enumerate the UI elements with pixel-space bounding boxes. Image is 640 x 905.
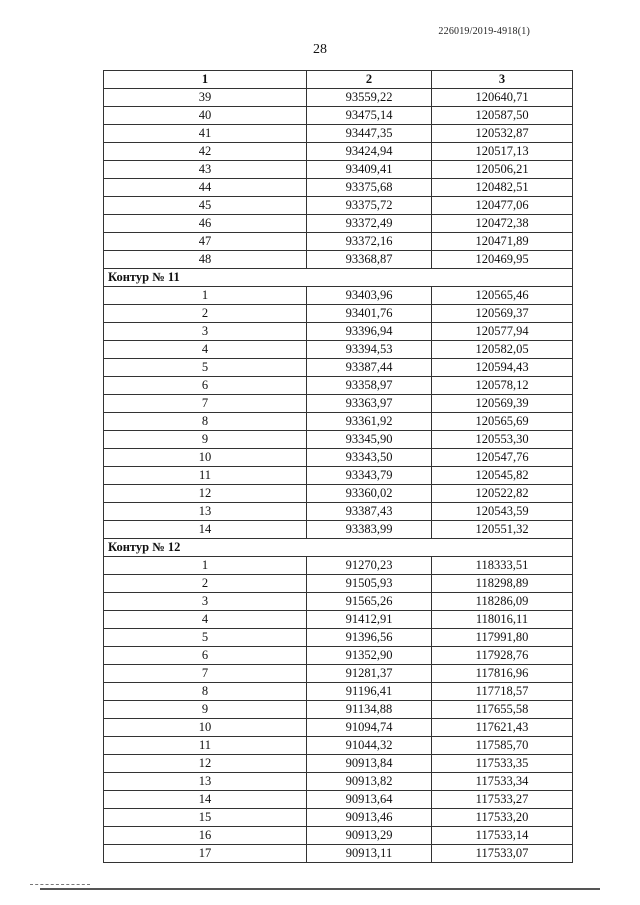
section-row bbox=[104, 539, 573, 557]
y-coordinate-cell: 120569,39 bbox=[432, 395, 573, 413]
x-coordinate-cell: 93475,14 bbox=[307, 107, 432, 125]
table-row bbox=[104, 125, 573, 143]
y-coordinate-cell: 120469,95 bbox=[432, 251, 573, 269]
table-row bbox=[104, 431, 573, 449]
table-row bbox=[104, 611, 573, 629]
table-row bbox=[104, 161, 573, 179]
y-coordinate-cell: 117655,58 bbox=[432, 701, 573, 719]
table-header-row bbox=[104, 71, 573, 89]
table-row bbox=[104, 719, 573, 737]
table-row bbox=[104, 467, 573, 485]
x-coordinate-cell: 93396,94 bbox=[307, 323, 432, 341]
table-row bbox=[104, 521, 573, 539]
x-coordinate-cell: 93368,87 bbox=[307, 251, 432, 269]
y-coordinate-cell: 117533,35 bbox=[432, 755, 573, 773]
x-coordinate-cell: 91396,56 bbox=[307, 629, 432, 647]
x-coordinate-cell: 91505,93 bbox=[307, 575, 432, 593]
x-coordinate-cell: 93383,99 bbox=[307, 521, 432, 539]
table-row bbox=[104, 377, 573, 395]
y-coordinate-cell: 120477,06 bbox=[432, 197, 573, 215]
point-number-cell: 48 bbox=[104, 251, 307, 269]
point-number-cell: 11 bbox=[104, 737, 307, 755]
x-coordinate-cell: 93343,50 bbox=[307, 449, 432, 467]
point-number-cell: 16 bbox=[104, 827, 307, 845]
point-number-cell: 8 bbox=[104, 413, 307, 431]
point-number-cell: 10 bbox=[104, 719, 307, 737]
section-title: Контур № 12 bbox=[104, 539, 573, 557]
x-coordinate-cell: 93424,94 bbox=[307, 143, 432, 161]
y-coordinate-cell: 120565,69 bbox=[432, 413, 573, 431]
point-number-cell: 10 bbox=[104, 449, 307, 467]
x-coordinate-cell: 91134,88 bbox=[307, 701, 432, 719]
x-coordinate-cell: 93409,41 bbox=[307, 161, 432, 179]
table-row bbox=[104, 341, 573, 359]
y-coordinate-cell: 120472,38 bbox=[432, 215, 573, 233]
y-coordinate-cell: 120582,05 bbox=[432, 341, 573, 359]
point-number-cell: 5 bbox=[104, 359, 307, 377]
table-row bbox=[104, 143, 573, 161]
table-row bbox=[104, 485, 573, 503]
point-number-cell: 2 bbox=[104, 305, 307, 323]
point-number-cell: 3 bbox=[104, 593, 307, 611]
section-title: Контур № 11 bbox=[104, 269, 573, 287]
y-coordinate-cell: 118298,89 bbox=[432, 575, 573, 593]
table-row bbox=[104, 557, 573, 575]
x-coordinate-cell: 93559,22 bbox=[307, 89, 432, 107]
x-coordinate-cell: 90913,29 bbox=[307, 827, 432, 845]
x-coordinate-cell: 91352,90 bbox=[307, 647, 432, 665]
table-row bbox=[104, 233, 573, 251]
x-coordinate-cell: 93360,02 bbox=[307, 485, 432, 503]
table-row bbox=[104, 395, 573, 413]
point-number-cell: 9 bbox=[104, 701, 307, 719]
coordinates-table bbox=[103, 70, 573, 863]
y-coordinate-cell: 117533,27 bbox=[432, 791, 573, 809]
y-coordinate-cell: 120553,30 bbox=[432, 431, 573, 449]
table-row bbox=[104, 305, 573, 323]
y-coordinate-cell: 120522,82 bbox=[432, 485, 573, 503]
x-coordinate-cell: 93345,90 bbox=[307, 431, 432, 449]
y-coordinate-cell: 120587,50 bbox=[432, 107, 573, 125]
y-coordinate-cell: 118333,51 bbox=[432, 557, 573, 575]
table-row bbox=[104, 575, 573, 593]
point-number-cell: 7 bbox=[104, 665, 307, 683]
table-row bbox=[104, 449, 573, 467]
y-coordinate-cell: 120551,32 bbox=[432, 521, 573, 539]
x-coordinate-cell: 93403,96 bbox=[307, 287, 432, 305]
table-row bbox=[104, 251, 573, 269]
point-number-cell: 12 bbox=[104, 485, 307, 503]
y-coordinate-cell: 117533,34 bbox=[432, 773, 573, 791]
table-row bbox=[104, 107, 573, 125]
y-coordinate-cell: 120482,51 bbox=[432, 179, 573, 197]
point-number-cell: 46 bbox=[104, 215, 307, 233]
y-coordinate-cell: 118016,11 bbox=[432, 611, 573, 629]
footer-rule bbox=[40, 888, 600, 890]
y-coordinate-cell: 120640,71 bbox=[432, 89, 573, 107]
point-number-cell: 13 bbox=[104, 503, 307, 521]
point-number-cell: 44 bbox=[104, 179, 307, 197]
x-coordinate-cell: 93372,16 bbox=[307, 233, 432, 251]
x-coordinate-cell: 93372,49 bbox=[307, 215, 432, 233]
point-number-cell: 5 bbox=[104, 629, 307, 647]
table-row bbox=[104, 179, 573, 197]
y-coordinate-cell: 117533,14 bbox=[432, 827, 573, 845]
table-row bbox=[104, 701, 573, 719]
table-row bbox=[104, 773, 573, 791]
point-number-cell: 47 bbox=[104, 233, 307, 251]
y-coordinate-cell: 120532,87 bbox=[432, 125, 573, 143]
x-coordinate-cell: 90913,46 bbox=[307, 809, 432, 827]
y-coordinate-cell: 118286,09 bbox=[432, 593, 573, 611]
x-coordinate-cell: 93387,44 bbox=[307, 359, 432, 377]
point-number-cell: 12 bbox=[104, 755, 307, 773]
x-coordinate-cell: 93401,76 bbox=[307, 305, 432, 323]
y-coordinate-cell: 117621,43 bbox=[432, 719, 573, 737]
y-coordinate-cell: 120543,59 bbox=[432, 503, 573, 521]
point-number-cell: 14 bbox=[104, 791, 307, 809]
table-row bbox=[104, 791, 573, 809]
x-coordinate-cell: 90913,82 bbox=[307, 773, 432, 791]
point-number-cell: 40 bbox=[104, 107, 307, 125]
footer-dash bbox=[30, 884, 90, 885]
point-number-cell: 39 bbox=[104, 89, 307, 107]
y-coordinate-cell: 120471,89 bbox=[432, 233, 573, 251]
x-coordinate-cell: 91196,41 bbox=[307, 683, 432, 701]
point-number-cell: 1 bbox=[104, 557, 307, 575]
y-coordinate-cell: 120506,21 bbox=[432, 161, 573, 179]
table-row bbox=[104, 287, 573, 305]
point-number-cell: 43 bbox=[104, 161, 307, 179]
point-number-cell: 14 bbox=[104, 521, 307, 539]
point-number-cell: 9 bbox=[104, 431, 307, 449]
table-row bbox=[104, 629, 573, 647]
y-coordinate-cell: 120594,43 bbox=[432, 359, 573, 377]
x-coordinate-cell: 91281,37 bbox=[307, 665, 432, 683]
column-header-y: 3 bbox=[432, 71, 573, 89]
y-coordinate-cell: 117585,70 bbox=[432, 737, 573, 755]
x-coordinate-cell: 91094,74 bbox=[307, 719, 432, 737]
table-row bbox=[104, 323, 573, 341]
x-coordinate-cell: 91270,23 bbox=[307, 557, 432, 575]
y-coordinate-cell: 117533,07 bbox=[432, 845, 573, 863]
x-coordinate-cell: 93361,92 bbox=[307, 413, 432, 431]
point-number-cell: 7 bbox=[104, 395, 307, 413]
column-header-number: 1 bbox=[104, 71, 307, 89]
table-row bbox=[104, 809, 573, 827]
x-coordinate-cell: 93343,79 bbox=[307, 467, 432, 485]
table-row bbox=[104, 359, 573, 377]
y-coordinate-cell: 120545,82 bbox=[432, 467, 573, 485]
table-row bbox=[104, 647, 573, 665]
x-coordinate-cell: 90913,11 bbox=[307, 845, 432, 863]
point-number-cell: 4 bbox=[104, 611, 307, 629]
point-number-cell: 41 bbox=[104, 125, 307, 143]
x-coordinate-cell: 93375,72 bbox=[307, 197, 432, 215]
table-row bbox=[104, 89, 573, 107]
point-number-cell: 15 bbox=[104, 809, 307, 827]
y-coordinate-cell: 117991,80 bbox=[432, 629, 573, 647]
y-coordinate-cell: 117718,57 bbox=[432, 683, 573, 701]
point-number-cell: 2 bbox=[104, 575, 307, 593]
y-coordinate-cell: 120547,76 bbox=[432, 449, 573, 467]
x-coordinate-cell: 91412,91 bbox=[307, 611, 432, 629]
document-id: 226019/2019-4918(1) bbox=[438, 26, 530, 37]
page-number: 28 bbox=[313, 42, 327, 57]
point-number-cell: 1 bbox=[104, 287, 307, 305]
y-coordinate-cell: 120565,46 bbox=[432, 287, 573, 305]
table-row bbox=[104, 755, 573, 773]
x-coordinate-cell: 90913,84 bbox=[307, 755, 432, 773]
x-coordinate-cell: 93394,53 bbox=[307, 341, 432, 359]
y-coordinate-cell: 117816,96 bbox=[432, 665, 573, 683]
x-coordinate-cell: 93375,68 bbox=[307, 179, 432, 197]
point-number-cell: 17 bbox=[104, 845, 307, 863]
column-header-x: 2 bbox=[307, 71, 432, 89]
x-coordinate-cell: 91044,32 bbox=[307, 737, 432, 755]
point-number-cell: 8 bbox=[104, 683, 307, 701]
x-coordinate-cell: 93387,43 bbox=[307, 503, 432, 521]
x-coordinate-cell: 90913,64 bbox=[307, 791, 432, 809]
x-coordinate-cell: 93363,97 bbox=[307, 395, 432, 413]
x-coordinate-cell: 93358,97 bbox=[307, 377, 432, 395]
section-row bbox=[104, 269, 573, 287]
x-coordinate-cell: 93447,35 bbox=[307, 125, 432, 143]
point-number-cell: 6 bbox=[104, 647, 307, 665]
table-row bbox=[104, 665, 573, 683]
point-number-cell: 6 bbox=[104, 377, 307, 395]
point-number-cell: 42 bbox=[104, 143, 307, 161]
y-coordinate-cell: 120578,12 bbox=[432, 377, 573, 395]
point-number-cell: 4 bbox=[104, 341, 307, 359]
y-coordinate-cell: 120517,13 bbox=[432, 143, 573, 161]
table-row bbox=[104, 737, 573, 755]
y-coordinate-cell: 120577,94 bbox=[432, 323, 573, 341]
point-number-cell: 3 bbox=[104, 323, 307, 341]
y-coordinate-cell: 117533,20 bbox=[432, 809, 573, 827]
y-coordinate-cell: 120569,37 bbox=[432, 305, 573, 323]
y-coordinate-cell: 117928,76 bbox=[432, 647, 573, 665]
table-row bbox=[104, 593, 573, 611]
table-row bbox=[104, 215, 573, 233]
table-row bbox=[104, 503, 573, 521]
table-row bbox=[104, 683, 573, 701]
point-number-cell: 13 bbox=[104, 773, 307, 791]
point-number-cell: 45 bbox=[104, 197, 307, 215]
table-row bbox=[104, 413, 573, 431]
table-body bbox=[104, 89, 573, 863]
x-coordinate-cell: 91565,26 bbox=[307, 593, 432, 611]
point-number-cell: 11 bbox=[104, 467, 307, 485]
table-row bbox=[104, 845, 573, 863]
table-row bbox=[104, 827, 573, 845]
table-row bbox=[104, 197, 573, 215]
